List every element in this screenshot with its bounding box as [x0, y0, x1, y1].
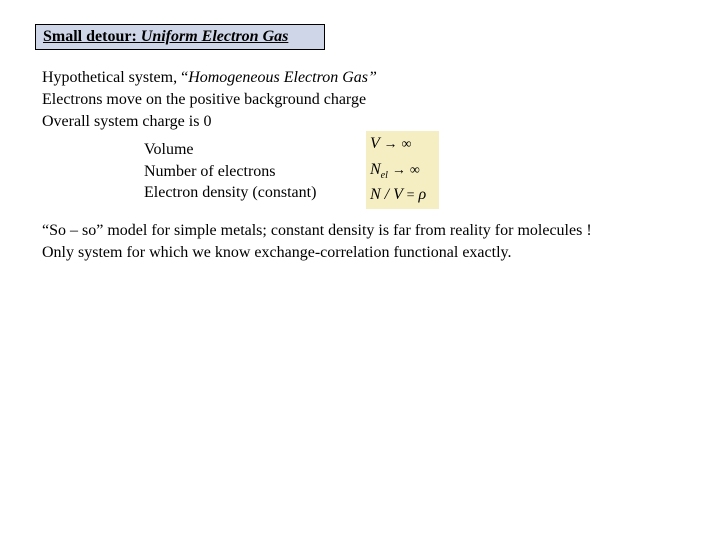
- intro-line-1: [42, 68, 377, 88]
- intro-line-2: Electrons move on the positive background charge: [42, 91, 367, 108]
- formula-density-rhs: ρ: [418, 186, 427, 203]
- formula-box: [366, 131, 439, 209]
- property-label-electrons: Number of electrons: [144, 163, 276, 180]
- formula-density-lhs: N / V: [370, 186, 403, 203]
- slide-title: [43, 28, 288, 46]
- formula-density-op: =: [406, 188, 415, 203]
- formula-volume-lhs: V: [370, 135, 380, 152]
- intro-line-3: Overall system charge is 0: [42, 113, 212, 130]
- property-label-volume: Volume: [144, 141, 194, 158]
- formula-electrons-rhs: ∞: [409, 163, 420, 178]
- formula-density: [370, 186, 426, 205]
- intro-line-1-suffix: ”: [368, 69, 377, 86]
- intro-line-1-italic: Homogeneous Electron Gas: [188, 69, 369, 86]
- formula-electrons-sub: el: [380, 170, 388, 182]
- formula-electrons: [370, 161, 420, 185]
- formula-volume-op: →: [383, 137, 398, 152]
- conclusion-line-2: Only system for which we know exchange-correlation functional exactly.: [42, 244, 512, 261]
- formula-electrons-lhs: N: [370, 161, 381, 178]
- formula-volume: [370, 135, 411, 154]
- formula-electrons-op: →: [391, 163, 406, 178]
- formula-volume-rhs: ∞: [401, 137, 412, 152]
- title-prefix: Small detour:: [43, 28, 141, 45]
- property-label-density: Electron density (constant): [144, 184, 317, 201]
- title-emphasis: Uniform Electron Gas: [140, 28, 289, 45]
- conclusion-line-1: “So – so” model for simple metals; constant density is far from reality for molecules !: [42, 222, 592, 239]
- intro-line-1-prefix: Hypothetical system, “: [42, 69, 189, 86]
- slide-title-box: [35, 24, 325, 50]
